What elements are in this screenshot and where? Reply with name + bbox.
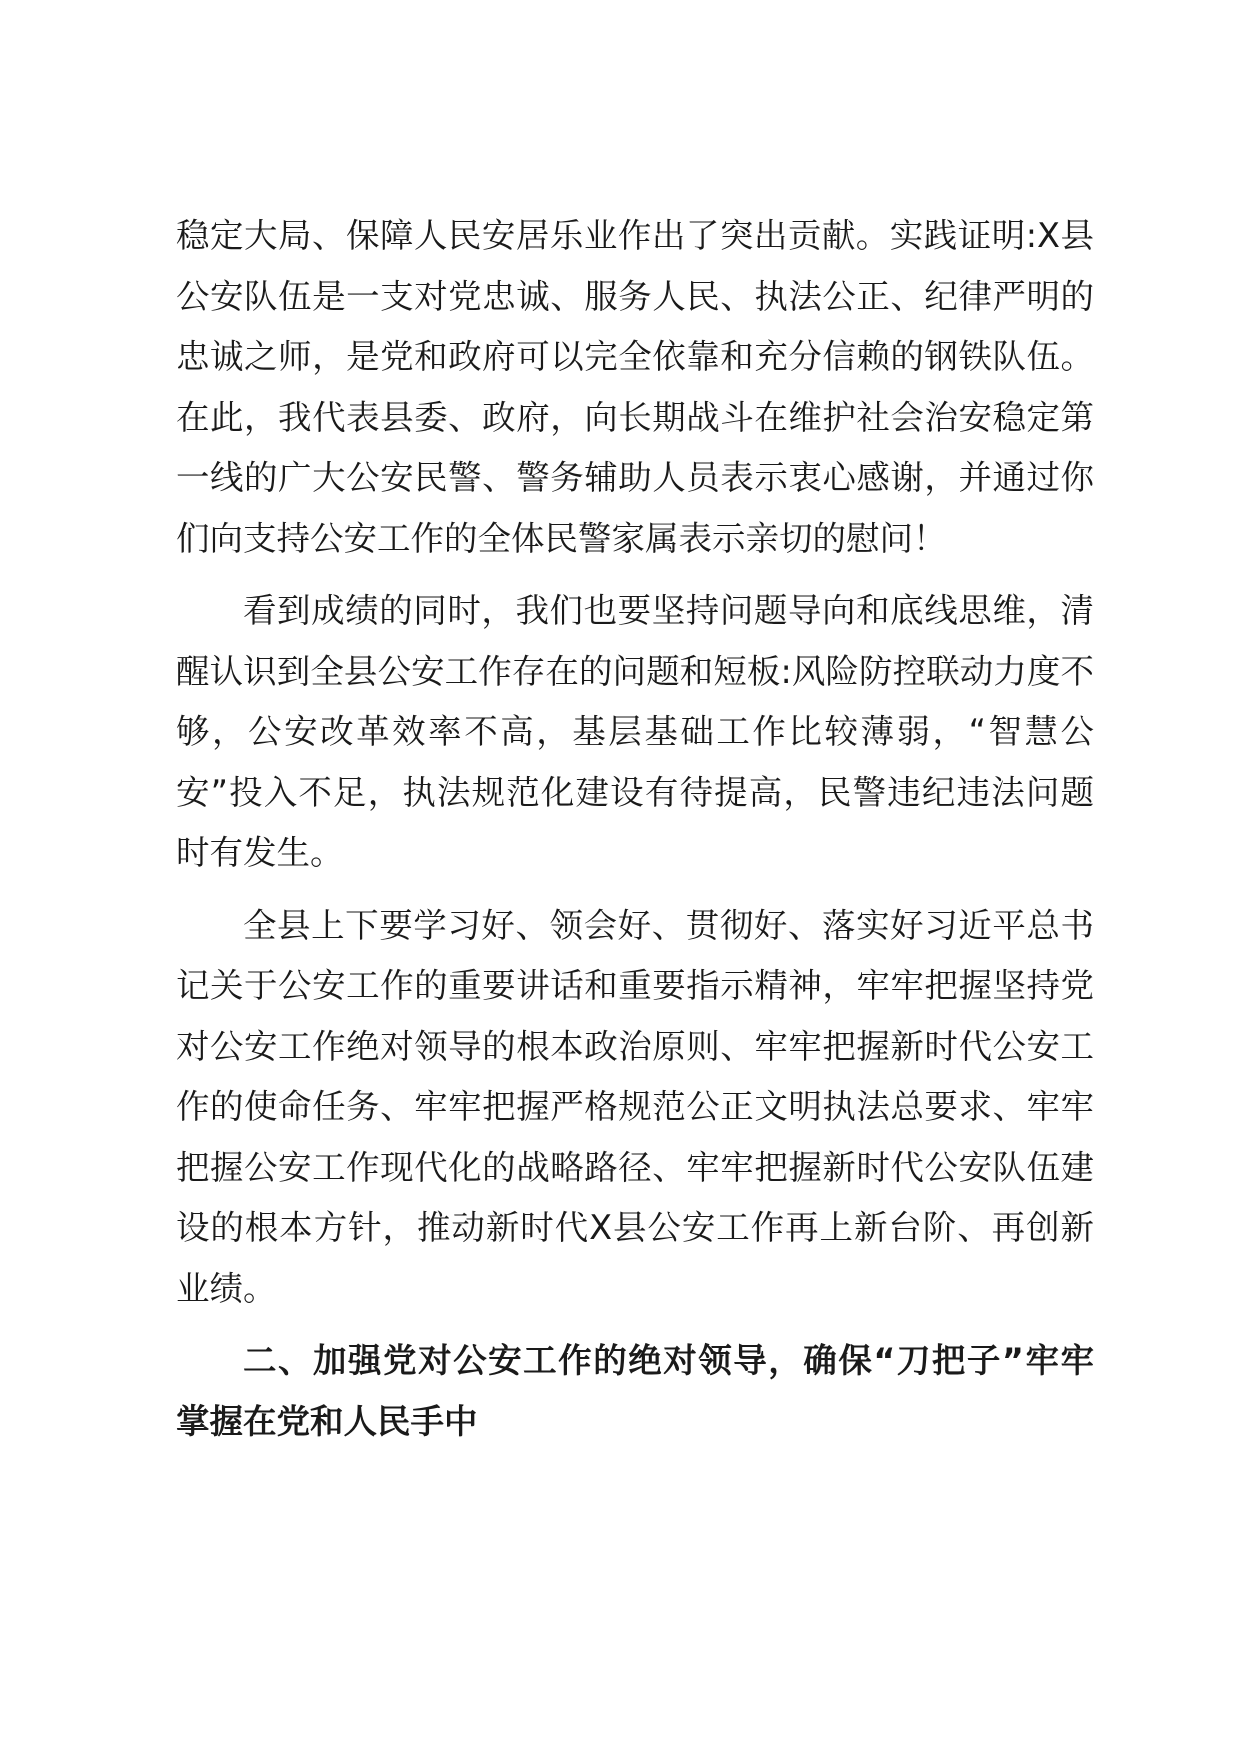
paragraph-directive [176, 896, 1094, 1320]
text-line: 够，公安改革效率不高，基层基础工作比较薄弱，“智慧公 [176, 712, 1094, 751]
text-line: 一线的广大公安民警、警务辅助人员表示衷心感谢，并通过你 [176, 458, 1094, 497]
text-line: 安”投入不足，执法规范化建设有待提高，民警违纪违法问题 [176, 772, 1094, 812]
text-line: 业绩。 [176, 1268, 277, 1308]
text-line: 在此，我代表县委、政府，向长期战斗在维护社会治安稳定第 [176, 397, 1094, 437]
heading-line: 掌握在党和人民手中 [176, 1401, 478, 1441]
text-line: 把握公安工作现代化的战略路径、牢牢把握新时代公安队伍建 [176, 1147, 1094, 1187]
text-line: 们向支持公安工作的全体民警家属表示亲切的慰问！ [176, 518, 947, 558]
text-line: 作的使命任务、牢牢把握严格规范公正文明执法总要求、牢牢 [176, 1087, 1094, 1126]
document-body [176, 206, 1094, 1452]
text-line: 稳定大局、保障人民安居乐业作出了突出贡献。实践证明:X县 [176, 216, 1094, 255]
text-line: 设的根本方针，推动新时代X县公安工作再上新台阶、再创新 [176, 1208, 1094, 1247]
section-heading [176, 1331, 1094, 1452]
paragraph-problems [176, 581, 1094, 884]
text-line: 公安队伍是一支对党忠诚、服务人民、执法公正、纪律严明的 [176, 276, 1094, 316]
text-line: 记关于公安工作的重要讲话和重要指示精神，牢牢把握坚持党 [176, 966, 1094, 1005]
text-line: 时有发生。 [176, 833, 344, 872]
heading-line: 二、加强党对公安工作的绝对领导，确保“刀把子”牢牢 [243, 1341, 1094, 1380]
text-line: 看到成绩的同时，我们也要坚持问题导向和底线思维，清 [243, 591, 1094, 630]
text-line: 忠诚之师，是党和政府可以完全依靠和充分信赖的钢铁队伍。 [176, 337, 1094, 376]
text-line: 对公安工作绝对领导的根本政治原则、牢牢把握新时代公安工 [176, 1026, 1094, 1066]
text-line: 醒认识到全县公安工作存在的问题和短板:风险防控联动力度不 [176, 651, 1094, 691]
paragraph-achievements [176, 206, 1094, 569]
text-line: 全县上下要学习好、领会好、贯彻好、落实好习近平总书 [243, 905, 1094, 945]
